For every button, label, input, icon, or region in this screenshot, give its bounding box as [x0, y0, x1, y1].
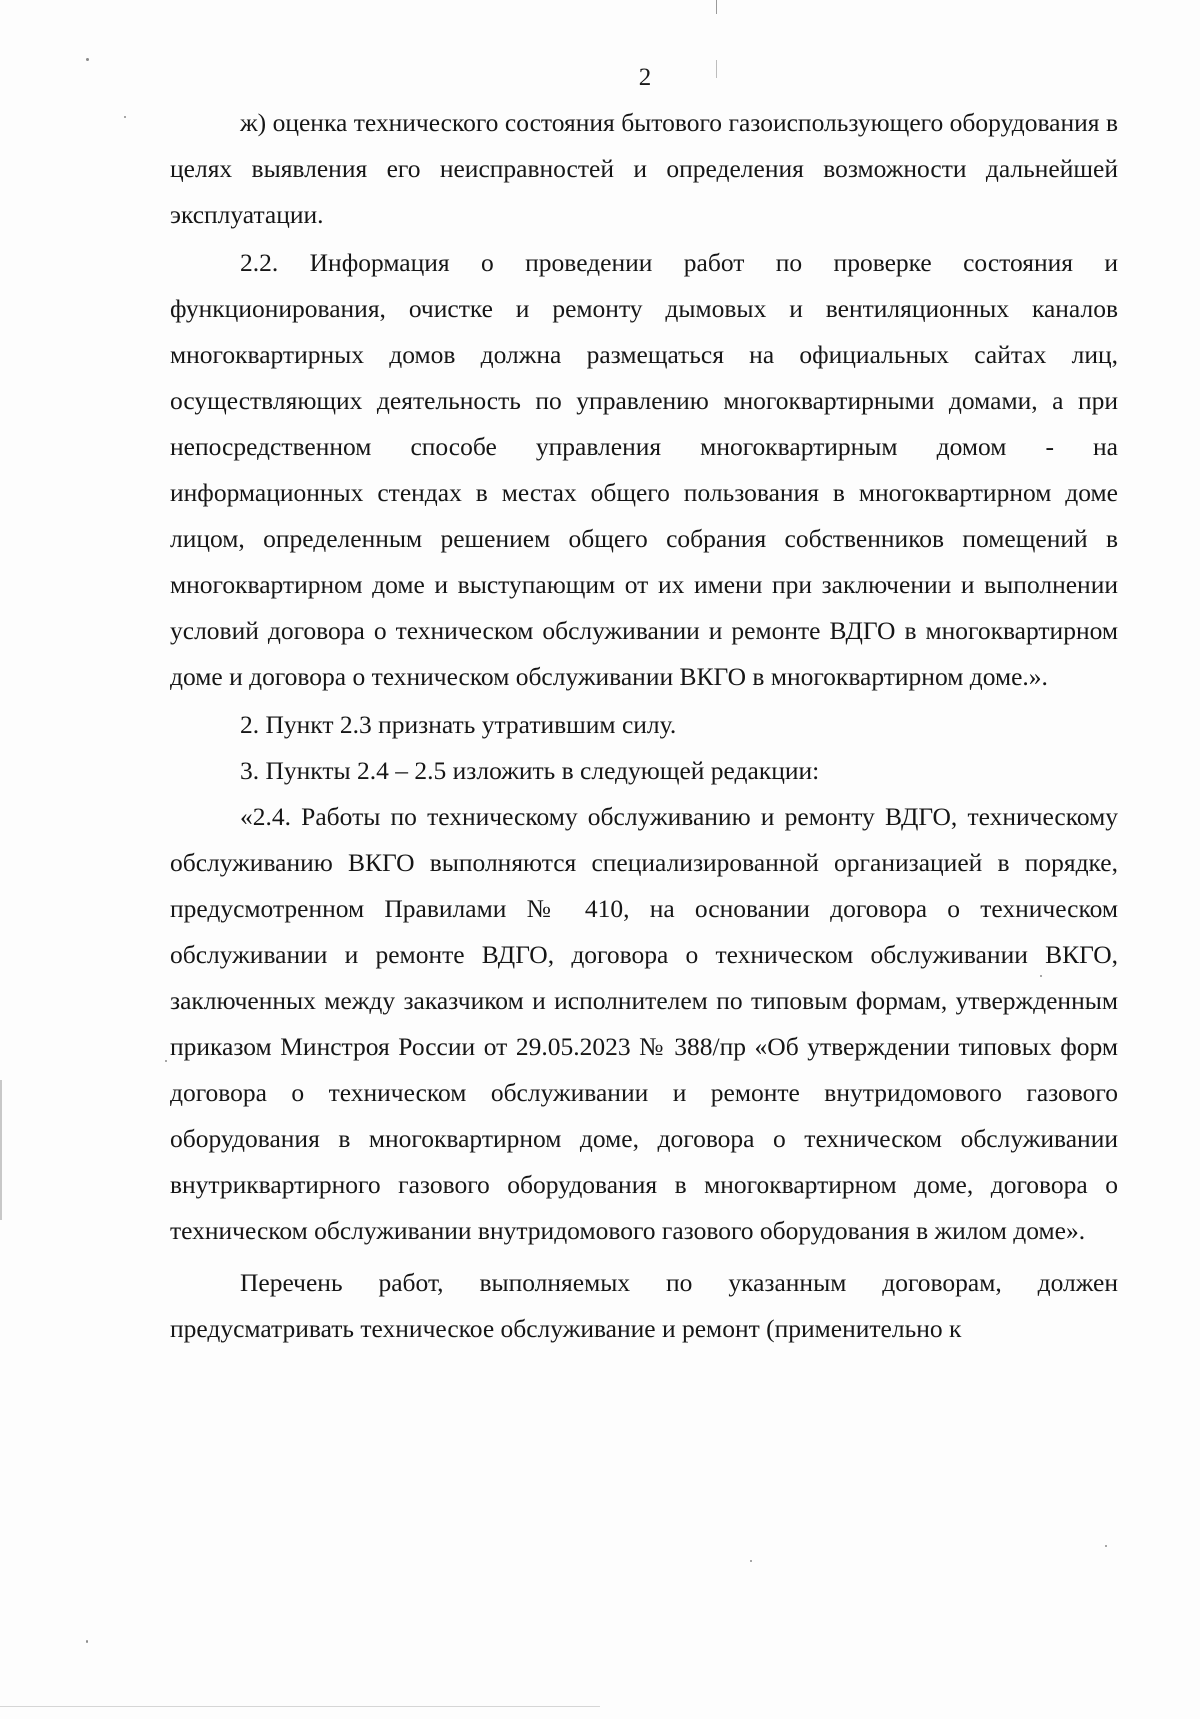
- paragraph-2-2: 2.2. Информация о проведении работ по проверке состояния и функционирования, очистке и ремонту дымовых и вентиляционных каналов многоквартирных домов должна размещаться на официальных сайтах лиц, осуществляющих деятельность по управлению многоквартирными домами, а при непосредственном способе управления многоквартирным домом - на информационных стендах в местах общего пользования в многоквартирном доме лицом, определенным решением общего собрания собственников помещений в многоквартирном доме и выступающим от их имени при заключении и выполнении условий договора о техническом обслуживании и ремонте ВДГО в многоквартирном доме и договора о техническом обслуживании ВКГО в многоквартирном доме.».: [170, 248, 1118, 691]
- scan-mark: [0, 1080, 2, 1220]
- scan-mark: [716, 0, 717, 14]
- paragraph-2-4: «2.4. Работы по техническому обслуживанию и ремонту ВДГО, техническому обслуживанию ВКГО выполняются специализированной организацией в порядке, предусмотренном Правилами № 410, на основании договора о техническом обслуживании и ремонте ВДГО, договора о техническом обслуживании ВКГО, заключенных между заказчиком и исполнителем по типовым формам, утвержденным приказом Минстроя России от 29.05.2023 № 388/пр «Об утверждении типовых форм договора о техническом обслуживании и ремонте внутридомового газового оборудования в многоквартирном доме, договора о техническом обслуживании внутриквартирного газового оборудования в многоквартирном доме, договора о техническом обслуживании внутридомового газового оборудования в жилом доме».: [170, 802, 1118, 1245]
- page-number: 2: [638, 64, 652, 91]
- scan-mark: [716, 60, 717, 78]
- paragraph-work-list: Перечень работ, выполняемых по указанным договорам, должен предусматривать техническое обслуживание и ремонт (применительно к: [170, 1268, 1118, 1343]
- paragraph-point-2: 2. Пункт 2.3 признать утратившим силу.: [240, 710, 677, 739]
- scan-speck: [86, 58, 89, 61]
- scan-speck: [750, 1560, 752, 1562]
- scan-speck: [124, 116, 126, 118]
- scan-speck: [1105, 1545, 1107, 1547]
- document-body: [170, 100, 1118, 1352]
- scan-speck: [1040, 975, 1042, 977]
- scan-speck: [165, 1060, 167, 1062]
- paragraph-point-3: 3. Пункты 2.4 – 2.5 изложить в следующей редакции:: [240, 756, 820, 785]
- paragraph-item-zh: ж) оценка технического состояния бытового газоиспользующего оборудования в целях выявления его неисправностей и определения возможности дальнейшей эксплуатации.: [170, 108, 1118, 229]
- scan-speck: [86, 1640, 88, 1643]
- scan-mark: [0, 1706, 600, 1707]
